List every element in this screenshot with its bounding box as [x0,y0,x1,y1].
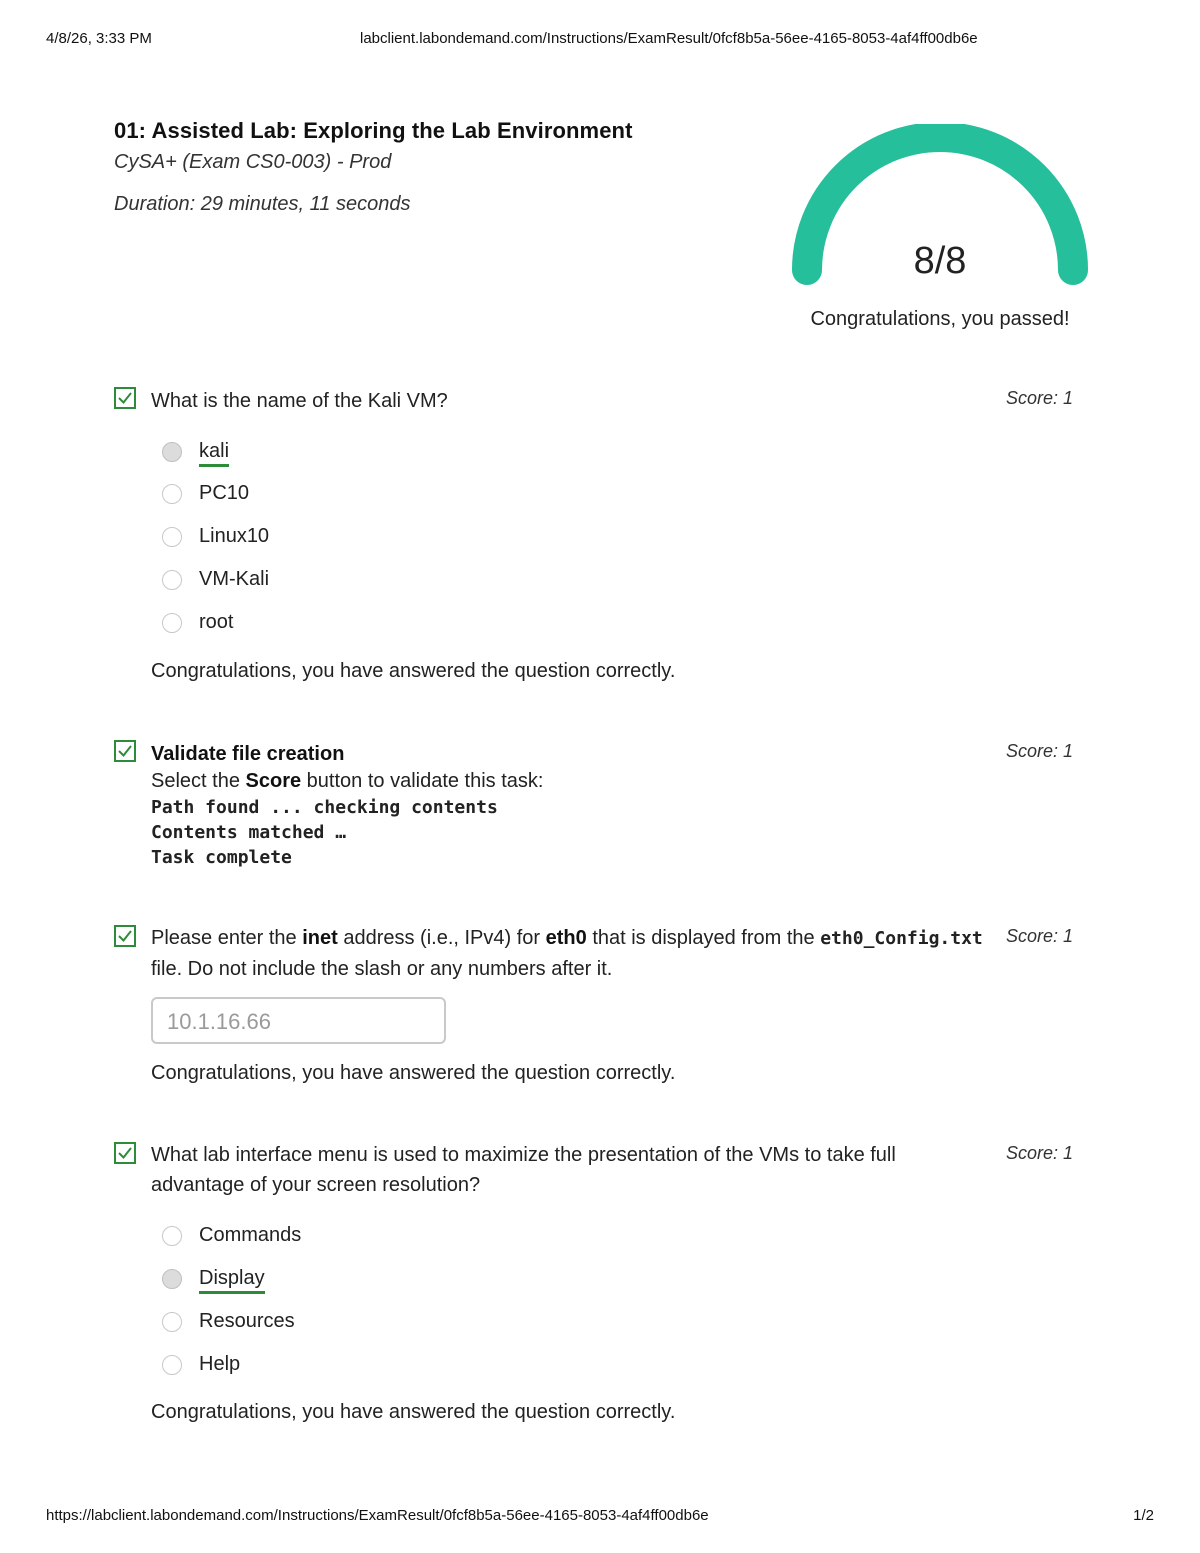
correct-check-icon [114,1142,136,1164]
question-text-line: advantage of your screen resolution? [151,1174,481,1196]
option-label: kali [199,440,229,467]
pass-message: Congratulations, you passed! [810,308,1070,330]
option-label: root [199,611,234,633]
question-text: Please enter the [151,927,303,949]
option-label: Display [199,1267,265,1294]
score-value: 8/8 [913,240,967,282]
print-footer [46,1507,1154,1527]
lab-duration: Duration: 29 minutes, 11 seconds [114,193,411,215]
question-3-feedback: Congratulations, you have answered the question correctly. [151,1062,676,1084]
page-title: 01: Assisted Lab: Exploring the Lab Environment [114,118,633,143]
correct-check-icon [114,387,136,409]
question-3-score: Score: 1 [1006,926,1074,946]
instruction-text: button to validate this task: [301,770,544,792]
page-number: 1/2 [1133,1507,1154,1524]
output-line: Contents matched … [151,822,347,843]
question-text: address (i.e., IPv4) for [337,927,546,949]
radio-selected-icon[interactable] [162,442,182,462]
radio-icon[interactable] [162,613,182,633]
question-4-score: Score: 1 [1006,1143,1074,1163]
radio-icon[interactable] [162,570,182,590]
print-url: labclient.labondemand.com/Instructions/ExamResult/0fcf8b5a-56ee-4165-8053-4af4ff00db6e [360,30,978,47]
print-datetime: 4/8/26, 3:33 PM [46,30,152,47]
radio-icon[interactable] [162,1312,182,1332]
radio-icon[interactable] [162,484,182,504]
question-keyword: inet [302,927,338,949]
question-3-text [151,923,1011,954]
question-keyword: eth0 [545,927,587,949]
radio-icon[interactable] [162,527,182,547]
validation-output [151,795,498,870]
radio-icon[interactable] [162,1355,182,1375]
option-label: VM-Kali [199,568,270,590]
radio-selected-icon[interactable] [162,1269,182,1289]
output-line: Path found ... checking contents [151,797,498,818]
ip-answer-field[interactable]: 10.1.16.66 [151,997,446,1044]
lab-subtitle: CySA+ (Exam CS0-003) - Prod [114,151,392,173]
question-1-text: What is the name of the Kali VM? [151,390,448,412]
question-2-instruction [151,766,543,796]
question-1-score: Score: 1 [1006,388,1074,408]
score-button-ref: Score [245,770,302,792]
output-line: Task complete [151,847,292,868]
question-4-text [151,1140,896,1200]
option-label: Help [199,1353,241,1375]
instruction-text: Select the [151,770,246,792]
option-label: Resources [199,1310,295,1332]
footer-url: https://labclient.labondemand.com/Instructions/ExamResult/0fcf8b5a-56ee-4165-8053-4af4ff00db6e [46,1507,709,1524]
question-2-title: Validate file creation [151,743,345,765]
question-1-feedback: Congratulations, you have answered the question correctly. [151,660,676,682]
option-label: Linux10 [199,525,270,547]
option-label: PC10 [199,482,250,504]
config-filename: eth0_Config.txt [820,928,983,949]
question-text-line: What lab interface menu is used to maximize the presentation of the VMs to take full [151,1144,896,1166]
correct-check-icon [114,740,136,762]
print-header [46,30,1154,50]
question-4-feedback: Congratulations, you have answered the question correctly. [151,1401,676,1423]
question-3-text-line2: file. Do not include the slash or any numbers after it. [151,958,613,980]
radio-icon[interactable] [162,1226,182,1246]
question-2-score: Score: 1 [1006,741,1074,761]
question-text: that is displayed from the [586,927,821,949]
option-label: Commands [199,1224,302,1246]
correct-check-icon [114,925,136,947]
